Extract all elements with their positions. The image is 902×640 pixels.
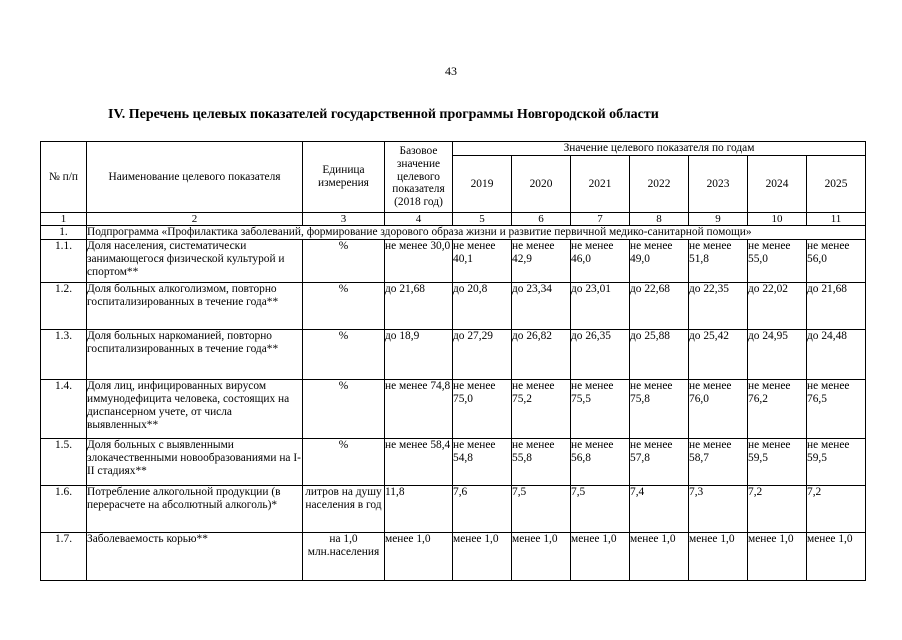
header-year: 2024	[748, 156, 807, 213]
header-year: 2025	[807, 156, 866, 213]
header-year: 2022	[630, 156, 689, 213]
header-name: Наименование целевого показателя	[87, 142, 303, 213]
row-number: 1.3.	[41, 330, 87, 380]
year-value: 7,5	[571, 486, 630, 533]
table-row	[41, 330, 866, 380]
year-value: до 25,88	[630, 330, 689, 380]
section-no: 1.	[41, 226, 87, 240]
year-value: не менее 55,0	[748, 240, 807, 283]
year-value: до 23,01	[571, 283, 630, 330]
table-row	[41, 439, 866, 486]
row-number: 1.7.	[41, 533, 87, 581]
year-value: менее 1,0	[689, 533, 748, 581]
year-value: менее 1,0	[453, 533, 512, 581]
year-value: до 21,68	[807, 283, 866, 330]
year-value: 7,3	[689, 486, 748, 533]
page-number: 43	[445, 64, 457, 78]
column-number: 8	[630, 213, 689, 226]
column-number: 10	[748, 213, 807, 226]
year-value: не менее 51,8	[689, 240, 748, 283]
unit-of-measure: %	[303, 330, 385, 380]
indicator-name: Доля лиц, инфицированных вирусом иммунодефицита человека, состоящих на диспансерном учете, от числа выявленных**	[87, 380, 303, 439]
table-row	[41, 283, 866, 330]
row-number: 1.1.	[41, 240, 87, 283]
header-year: 2019	[453, 156, 512, 213]
header-year: 2020	[512, 156, 571, 213]
year-value: до 27,29	[453, 330, 512, 380]
year-value: менее 1,0	[807, 533, 866, 581]
year-value: не менее 56,8	[571, 439, 630, 486]
year-value: менее 1,0	[748, 533, 807, 581]
unit-of-measure: %	[303, 283, 385, 330]
year-value: не менее 75,5	[571, 380, 630, 439]
row-number: 1.5.	[41, 439, 87, 486]
header-year: 2023	[689, 156, 748, 213]
year-value: менее 1,0	[630, 533, 689, 581]
base-value: до 21,68	[385, 283, 453, 330]
year-value: 7,6	[453, 486, 512, 533]
year-value: 7,2	[748, 486, 807, 533]
year-value: до 23,34	[512, 283, 571, 330]
base-value: не менее 30,0	[385, 240, 453, 283]
year-value: менее 1,0	[512, 533, 571, 581]
year-value: до 22,68	[630, 283, 689, 330]
year-value: не менее 49,0	[630, 240, 689, 283]
column-number: 4	[385, 213, 453, 226]
column-number: 6	[512, 213, 571, 226]
row-number: 1.6.	[41, 486, 87, 533]
column-number: 1	[41, 213, 87, 226]
base-value: менее 1,0	[385, 533, 453, 581]
header-year: 2021	[571, 156, 630, 213]
year-value: до 26,35	[571, 330, 630, 380]
year-value: 7,2	[807, 486, 866, 533]
column-number: 3	[303, 213, 385, 226]
table-row	[41, 486, 866, 533]
year-value: не менее 76,0	[689, 380, 748, 439]
indicator-name: Доля больных наркоманией, повторно госпитализированных в течение года**	[87, 330, 303, 380]
indicators-table	[40, 141, 866, 581]
year-value: до 22,35	[689, 283, 748, 330]
indicator-name: Заболеваемость корью**	[87, 533, 303, 581]
year-value: 7,5	[512, 486, 571, 533]
indicator-name: Потребление алкогольной продукции (в перерасчете на абсолютный алкоголь)*	[87, 486, 303, 533]
year-value: не менее 55,8	[512, 439, 571, 486]
unit-of-measure: на 1,0 млн.населения	[303, 533, 385, 581]
row-number: 1.4.	[41, 380, 87, 439]
base-value: не менее 58,4	[385, 439, 453, 486]
document-title: IV. Перечень целевых показателей государственной программы Новгородской области	[108, 107, 659, 122]
indicator-name: Доля больных алкоголизмом, повторно госпитализированных в течение года**	[87, 283, 303, 330]
year-value: не менее 75,0	[453, 380, 512, 439]
year-value: менее 1,0	[571, 533, 630, 581]
column-number: 9	[689, 213, 748, 226]
year-value: не менее 59,5	[807, 439, 866, 486]
year-value: до 24,95	[748, 330, 807, 380]
column-number: 5	[453, 213, 512, 226]
section-row	[41, 226, 866, 240]
year-value: не менее 76,5	[807, 380, 866, 439]
year-value: не менее 57,8	[630, 439, 689, 486]
unit-of-measure: %	[303, 439, 385, 486]
section-title: Подпрограмма «Профилактика заболеваний, формирование здорового образа жизни и развитие первичной медико-санитарной помощи»	[87, 226, 866, 240]
year-value: до 26,82	[512, 330, 571, 380]
header-no: № п/п	[41, 142, 87, 213]
year-value: не менее 76,2	[748, 380, 807, 439]
year-value: не менее 42,9	[512, 240, 571, 283]
table-row	[41, 533, 866, 581]
column-number: 7	[571, 213, 630, 226]
year-value: не менее 59,5	[748, 439, 807, 486]
year-value: не менее 54,8	[453, 439, 512, 486]
header-years-group: Значение целевого показателя по годам	[453, 142, 866, 156]
year-value: до 22,02	[748, 283, 807, 330]
indicator-name: Доля больных с выявленными злокачественными новообразованиями на I-II стадиях**	[87, 439, 303, 486]
column-number: 11	[807, 213, 866, 226]
year-value: не менее 75,8	[630, 380, 689, 439]
unit-of-measure: литров на душу населения в год	[303, 486, 385, 533]
base-value: до 18,9	[385, 330, 453, 380]
table-row	[41, 380, 866, 439]
base-value: 11,8	[385, 486, 453, 533]
column-number: 2	[87, 213, 303, 226]
year-value: 7,4	[630, 486, 689, 533]
year-value: до 24,48	[807, 330, 866, 380]
year-value: не менее 46,0	[571, 240, 630, 283]
unit-of-measure: %	[303, 380, 385, 439]
base-value: не менее 74,8	[385, 380, 453, 439]
header-unit: Единица измерения	[303, 142, 385, 213]
year-value: не менее 40,1	[453, 240, 512, 283]
table-row	[41, 240, 866, 283]
year-value: не менее 58,7	[689, 439, 748, 486]
year-value: не менее 56,0	[807, 240, 866, 283]
year-value: до 25,42	[689, 330, 748, 380]
year-value: не менее 75,2	[512, 380, 571, 439]
indicator-name: Доля населения, систематически занимающегося физической культурой и спортом**	[87, 240, 303, 283]
header-base-value: Базовое значение целевого показателя (2018 год)	[385, 142, 453, 213]
unit-of-measure: %	[303, 240, 385, 283]
year-value: до 20,8	[453, 283, 512, 330]
row-number: 1.2.	[41, 283, 87, 330]
